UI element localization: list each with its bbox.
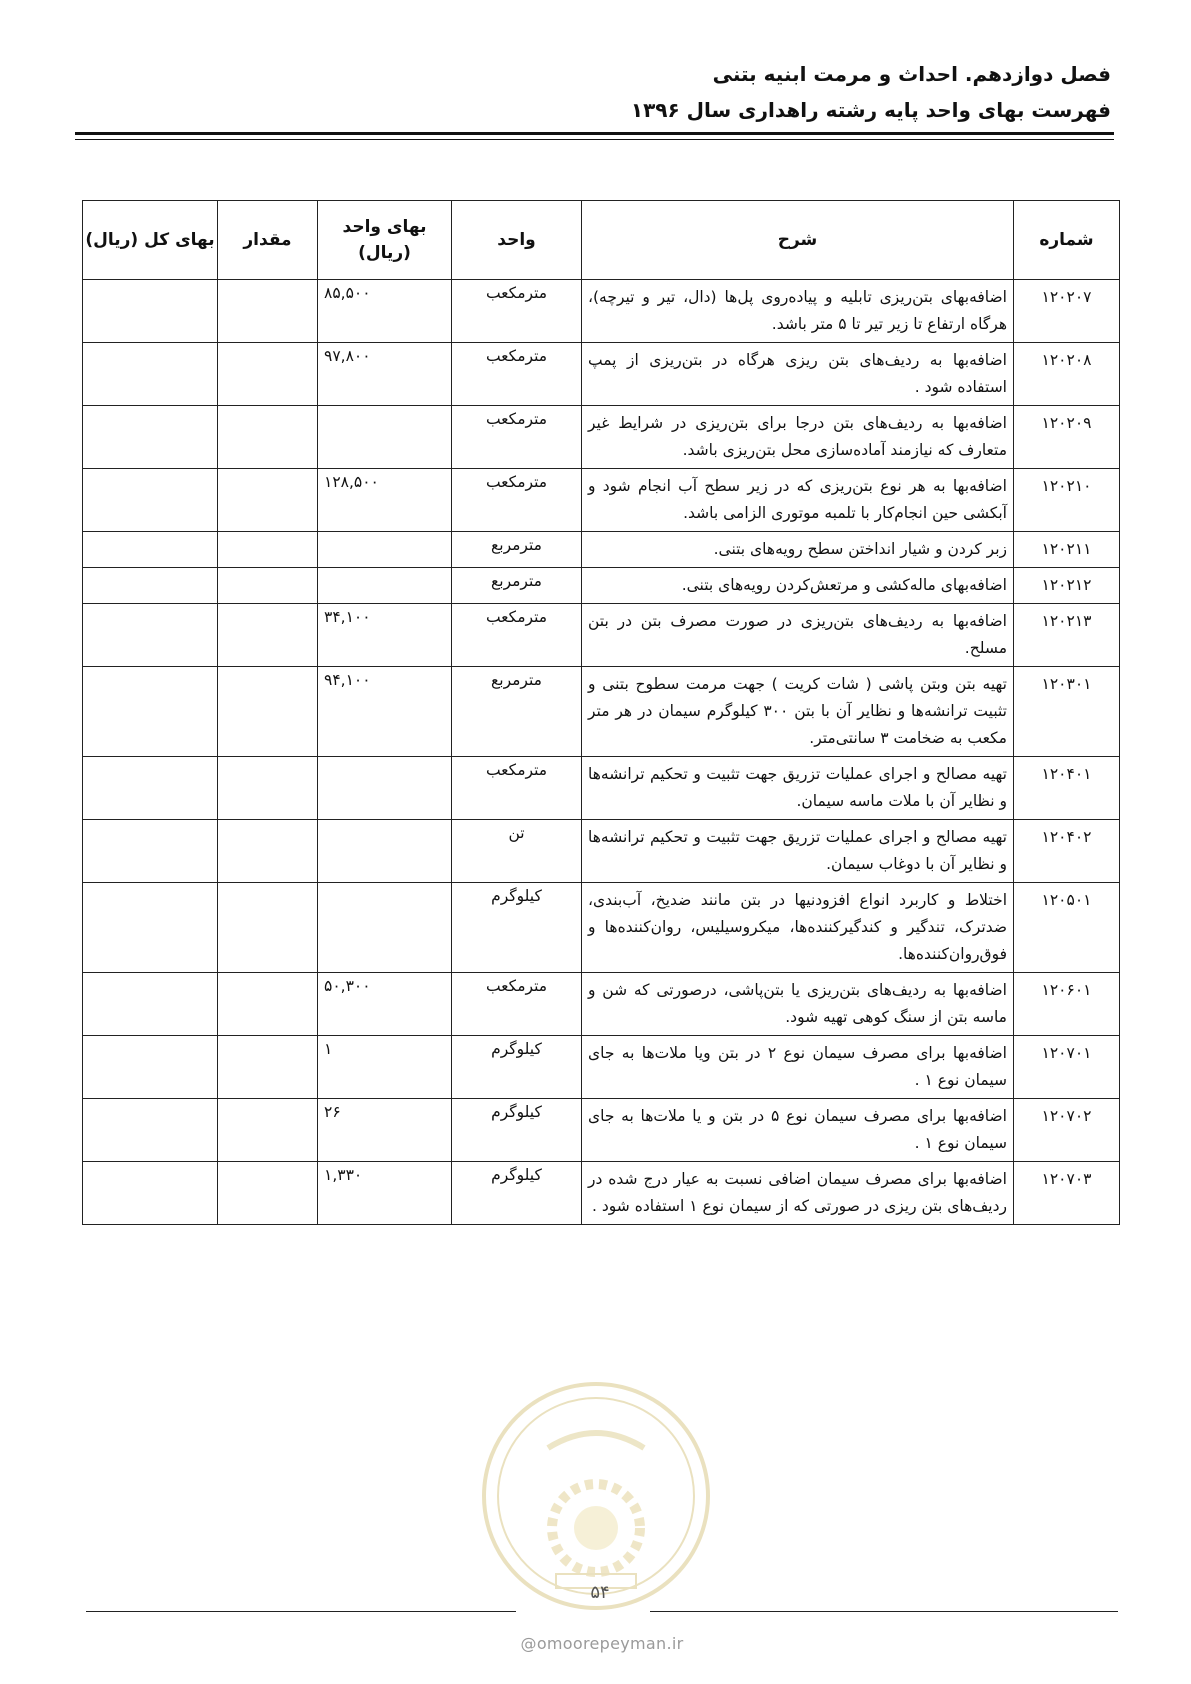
row-description: اضافه‌بها برای مصرف سیمان نوع ۵ در بتن و یا ملات‌ها به جای سیمان نوع ۱ . (582, 1099, 1014, 1162)
row-number: ۱۲۰۴۰۲ (1014, 820, 1120, 883)
row-unit-price: ۱۲۸,۵۰۰ (318, 469, 452, 532)
row-unit-price: ۱ (318, 1036, 452, 1099)
row-description: اختلاط و کاربرد انواع افزودنیها در بتن مانند ضدیخ، آب‌بندی، ضدترک، تندگیر و کندگیرکننده‌ها، میکروسیلیس، روان‌کننده‌ها و فوق‌روان‌کننده‌ها. (582, 883, 1014, 973)
col-header-unit-price (318, 201, 452, 280)
row-unit-price (318, 757, 452, 820)
row-number: ۱۲۰۵۰۱ (1014, 883, 1120, 973)
row-total-price (83, 667, 218, 757)
row-description: اضافه‌بها به ردیف‌های بتن‌ریزی در صورت مصرف بتن در بتن مسلح. (582, 604, 1014, 667)
row-unit-price (318, 820, 452, 883)
row-unit: مترمربع (452, 667, 582, 757)
footer-rule-left (86, 1611, 516, 1612)
col-header-description: شرح (582, 201, 1014, 280)
chapter-title: فصل دوازدهم. احداث و مرمت ابنیه بتنی (712, 62, 1111, 86)
row-total-price (83, 532, 218, 568)
row-quantity (218, 568, 318, 604)
row-unit: مترمکعب (452, 406, 582, 469)
row-quantity (218, 1036, 318, 1099)
row-unit-price (318, 406, 452, 469)
row-quantity (218, 667, 318, 757)
row-number: ۱۲۰۲۱۱ (1014, 532, 1120, 568)
row-total-price (83, 343, 218, 406)
row-unit: تن (452, 820, 582, 883)
table-row (83, 757, 1120, 820)
row-unit: کیلوگرم (452, 883, 582, 973)
row-unit-price (318, 883, 452, 973)
row-unit: کیلوگرم (452, 1036, 582, 1099)
row-number: ۱۲۰۲۱۲ (1014, 568, 1120, 604)
row-number: ۱۲۰۲۰۹ (1014, 406, 1120, 469)
row-unit-price: ۳۴,۱۰۰ (318, 604, 452, 667)
table-body (83, 280, 1120, 1225)
table-row (83, 568, 1120, 604)
row-quantity (218, 1162, 318, 1225)
row-total-price (83, 568, 218, 604)
row-total-price (83, 469, 218, 532)
row-number: ۱۲۰۲۱۰ (1014, 469, 1120, 532)
table-row (83, 1162, 1120, 1225)
row-quantity (218, 1099, 318, 1162)
row-quantity (218, 820, 318, 883)
row-quantity (218, 973, 318, 1036)
row-number: ۱۲۰۲۰۸ (1014, 343, 1120, 406)
row-unit: کیلوگرم (452, 1162, 582, 1225)
row-description: اضافه‌بها به ردیف‌های بتن ریزی هرگاه در بتن‌ریزی از پمپ استفاده شود . (582, 343, 1014, 406)
row-unit: مترمکعب (452, 757, 582, 820)
table-row (83, 343, 1120, 406)
row-quantity (218, 604, 318, 667)
row-quantity (218, 757, 318, 820)
row-unit-price: ۹۷,۸۰۰ (318, 343, 452, 406)
row-description: اضافه‌بهای ماله‌کشی و مرتعش‌کردن رویه‌های بتنی. (582, 568, 1014, 604)
row-total-price (83, 1099, 218, 1162)
row-total-price (83, 1036, 218, 1099)
table-row (83, 1099, 1120, 1162)
page-header (631, 56, 1111, 128)
list-title: فهرست بهای واحد پایه رشته راهداری سال ۱۳۹۶ (630, 98, 1111, 122)
row-quantity (218, 469, 318, 532)
row-total-price (83, 406, 218, 469)
row-description: اضافه‌بها به ردیف‌های بتن درجا برای بتن‌ریزی در شرایط غیر متعارف که نیازمند آماده‌سازی محل بتن‌ریزی باشد. (582, 406, 1014, 469)
price-table (82, 200, 1120, 1225)
table-row (83, 820, 1120, 883)
col-header-unit: واحد (452, 201, 582, 280)
site-watermark: @omoorepeyman.ir (520, 1634, 684, 1653)
row-total-price (83, 604, 218, 667)
row-number: ۱۲۰۶۰۱ (1014, 973, 1120, 1036)
row-description: اضافه‌بها به هر نوع بتن‌ریزی که در زیر سطح آب انجام شود و آبکشی حین انجام‌کار با تلمبه موتوری الزامی باشد. (582, 469, 1014, 532)
row-unit: مترمکعب (452, 973, 582, 1036)
row-description: تهیه بتن وبتن پاشی ( شات کریت ) جهت مرمت سطوح بتنی و تثبیت ترانشه‌ها و نظایر آن با بتن ۳۰۰ کیلوگرم سیمان در هر متر مکعب به ضخامت ۳ سانتی‌متر. (582, 667, 1014, 757)
row-quantity (218, 406, 318, 469)
table-row (83, 883, 1120, 973)
row-total-price (83, 1162, 218, 1225)
row-description: اضافه‌بهای بتن‌ریزی تابلیه و پیاده‌روی پل‌ها (دال، تیر و تیرچه)، هرگاه ارتفاع تا زیر تیر تا ۵ متر باشد. (582, 280, 1014, 343)
header-rule-thin (75, 139, 1114, 140)
header-rule-thick (75, 132, 1114, 135)
table-row (83, 973, 1120, 1036)
col-header-unit-price-line2: (ریال) (358, 243, 411, 263)
row-total-price (83, 883, 218, 973)
row-number: ۱۲۰۲۰۷ (1014, 280, 1120, 343)
row-unit-price (318, 532, 452, 568)
row-unit-price: ۹۴,۱۰۰ (318, 667, 452, 757)
table-row (83, 1036, 1120, 1099)
row-quantity (218, 343, 318, 406)
row-unit-price: ۲۶ (318, 1099, 452, 1162)
row-unit: مترمکعب (452, 343, 582, 406)
table-row (83, 406, 1120, 469)
table-row (83, 469, 1120, 532)
row-unit: مترمربع (452, 568, 582, 604)
row-unit: مترمکعب (452, 280, 582, 343)
row-unit-price: ۱,۳۳۰ (318, 1162, 452, 1225)
footer-rule-right (650, 1611, 1118, 1612)
row-unit: مترمربع (452, 532, 582, 568)
row-number: ۱۲۰۷۰۳ (1014, 1162, 1120, 1225)
page-number: ۵۴ (590, 1582, 610, 1603)
row-number: ۱۲۰۷۰۱ (1014, 1036, 1120, 1099)
table-header-row (83, 201, 1120, 280)
col-header-unit-price-line1: بهای واحد (342, 217, 427, 237)
watermark-seal-logo (478, 1378, 714, 1614)
row-description: تهیه مصالح و اجرای عملیات تزریق جهت تثبیت و تحکیم ترانشه‌ها و نظایر آن با دوغاب سیمان. (582, 820, 1014, 883)
row-description: زبر کردن و شیار انداختن سطح رویه‌های بتنی. (582, 532, 1014, 568)
row-unit: مترمکعب (452, 604, 582, 667)
row-unit: کیلوگرم (452, 1099, 582, 1162)
row-number: ۱۲۰۳۰۱ (1014, 667, 1120, 757)
row-quantity (218, 883, 318, 973)
row-quantity (218, 532, 318, 568)
row-description: اضافه‌بها به ردیف‌های بتن‌ریزی یا بتن‌پاشی، درصورتی که شن و ماسه بتن از سنگ کوهی تهیه شود. (582, 973, 1014, 1036)
row-number: ۱۲۰۷۰۲ (1014, 1099, 1120, 1162)
row-description: اضافه‌بها برای مصرف سیمان نوع ۲ در بتن ویا ملات‌ها به جای سیمان نوع ۱ . (582, 1036, 1014, 1099)
row-description: تهیه مصالح و اجرای عملیات تزریق جهت تثبیت و تحکیم ترانشه‌ها و نظایر آن با ملات ماسه سیمان. (582, 757, 1014, 820)
row-total-price (83, 820, 218, 883)
col-header-quantity: مقدار (218, 201, 318, 280)
row-total-price (83, 973, 218, 1036)
row-description: اضافه‌بها برای مصرف سیمان اضافی نسبت به عیار درج شده در ردیف‌های بتن ریزی در صورتی که از سیمان نوع ۱ استفاده شود . (582, 1162, 1014, 1225)
table-row (83, 667, 1120, 757)
table-row (83, 532, 1120, 568)
row-total-price (83, 757, 218, 820)
table-row (83, 604, 1120, 667)
row-unit-price (318, 568, 452, 604)
row-number: ۱۲۰۲۱۳ (1014, 604, 1120, 667)
row-unit-price: ۸۵,۵۰۰ (318, 280, 452, 343)
row-number: ۱۲۰۴۰۱ (1014, 757, 1120, 820)
table-row (83, 280, 1120, 343)
row-quantity (218, 280, 318, 343)
row-total-price (83, 280, 218, 343)
row-unit-price: ۵۰,۳۰۰ (318, 973, 452, 1036)
col-header-number: شماره (1014, 201, 1120, 280)
col-header-total-price: بهای کل (ریال) (83, 201, 218, 280)
row-unit: مترمکعب (452, 469, 582, 532)
